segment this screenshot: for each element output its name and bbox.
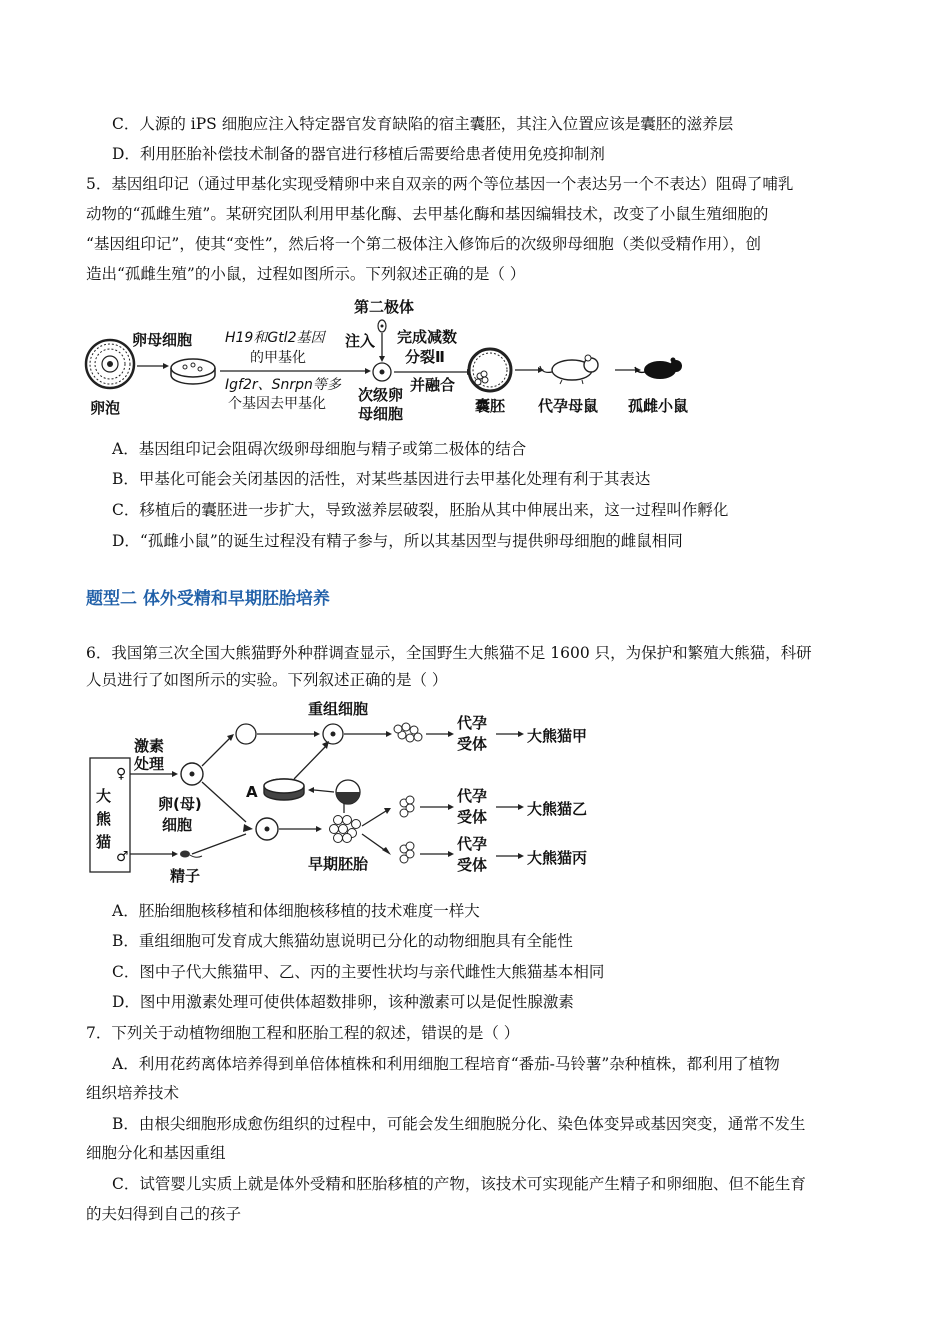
q7-option-b-line1: B．由根尖细胞形成愈伤组织的过程中，可能会发生细胞脱分化、染色体变异或基因突变，通常不发生 <box>112 1115 806 1133</box>
parthenogenetic-mouse-icon <box>635 358 682 380</box>
panda-char-1: 大 <box>96 787 112 805</box>
sperm-label: 精子 <box>170 867 201 885</box>
culture-dish-a-icon <box>264 779 304 800</box>
q6-figure <box>86 694 626 892</box>
blastocyst-label: 囊胚 <box>475 397 506 415</box>
q6-option-c: C．图中子代大熊猫甲、乙、丙的主要性状均与亲代雌性大熊猫基本相同 <box>112 963 605 981</box>
surrogate-mouse-label: 代孕母鼠 <box>538 397 599 415</box>
secondary-oocyte-label-1: 次级卵 <box>358 386 404 404</box>
male-symbol: ♂ <box>116 849 129 865</box>
parthenogenetic-mouse-label: 孤雌小鼠 <box>628 397 689 415</box>
recombinant-cell-icon <box>323 724 343 744</box>
panda-char-2: 熊 <box>96 810 112 828</box>
half-embryo-icon <box>336 780 360 804</box>
q5-option-c: C．移植后的囊胚进一步扩大，导致滋养层破裂，胚胎从其中伸展出来，这一过程叫作孵化 <box>112 501 729 519</box>
morula-icon-1 <box>394 723 422 742</box>
culture-dish-icon <box>171 359 215 384</box>
split-embryo-icon-2 <box>400 842 414 863</box>
enucleated-egg-icon <box>236 724 256 744</box>
q4-option-c: C．人源的 iPS 细胞应注入特定器官发育缺陷的宿主囊胚，其注入位置应该是囊胚的滋养层 <box>112 115 734 133</box>
secondary-oocyte-label-2: 母细胞 <box>358 405 404 423</box>
q6-option-b: B．重组细胞可发育成大熊猫幼崽说明已分化的动物细胞具有全能性 <box>112 932 573 950</box>
q5-option-a: A．基因组印记会阻碍次级卵母细胞与精子或第二极体的结合 <box>112 440 527 458</box>
panda-a-label: 大熊猫甲 <box>527 727 588 745</box>
panda-b-label: 大熊猫乙 <box>527 800 588 818</box>
panda-c-label: 大熊猫丙 <box>527 849 588 867</box>
oocyte-label: 卵母细胞 <box>132 331 193 349</box>
early-embryo-icon <box>330 816 361 843</box>
q7-option-c-line2: 的夫妇得到自己的孩子 <box>86 1205 242 1223</box>
surrogate-label-3a: 代孕 <box>457 835 488 853</box>
polar-body-label: 第二极体 <box>354 298 415 316</box>
a-label: A <box>246 783 258 801</box>
surrogate-label-1a: 代孕 <box>457 714 488 732</box>
secondary-oocyte-icon <box>373 363 391 381</box>
q7-stem: 7．下列关于动植物细胞工程和胚胎工程的叙述，错误的是（ ） <box>86 1024 520 1042</box>
polar-body-icon <box>378 320 386 332</box>
egg-label-2: 细胞 <box>162 816 193 834</box>
q6-stem-line2: 人员进行了如图所示的实验。下列叙述正确的是（ ） <box>86 671 448 689</box>
panda-char-3: 猫 <box>96 833 112 851</box>
meiosis-label-2: 分裂Ⅱ <box>405 348 445 366</box>
section-heading: 题型二 体外受精和早期胚胎培养 <box>86 589 330 609</box>
surrogate-label-3b: 受体 <box>457 856 488 874</box>
surrogate-label-1b: 受体 <box>457 735 488 753</box>
female-symbol: ♀ <box>116 766 127 782</box>
egg-cell-icon <box>181 763 203 785</box>
q5-option-d: D．“孤雌小鼠”的诞生过程没有精子参与，所以其基因型与提供卵母细胞的雌鼠相同 <box>112 532 683 550</box>
egg-label-1: 卵(母) <box>158 795 202 813</box>
early-embryo-label: 早期胚胎 <box>308 855 369 873</box>
recombinant-cell-label: 重组细胞 <box>308 700 369 718</box>
q5-stem-line4: 造出“孤雌生殖”的小鼠，过程如图所示。下列叙述正确的是（ ） <box>86 265 526 283</box>
q5-option-b: B．甲基化可能会关闭基因的活性，对某些基因进行去甲基化处理有利于其表达 <box>112 470 651 488</box>
inject-label: 注入 <box>345 332 376 350</box>
q5-stem-line2: 动物的“孤雌生殖”。某研究团队利用甲基化酶、去甲基化酶和基因编辑技术，改变了小鼠生殖细胞的 <box>86 205 769 223</box>
q6-option-a: A．胚胎细胞核移植和体细胞核移植的技术难度一样大 <box>112 902 480 920</box>
demethylation-label-1: Igf2r、Snrpn等多 <box>225 377 341 393</box>
q7-option-a-line1: A．利用花药离体培养得到单倍体植株和利用细胞工程培育“番茄-马铃薯”杂种植株，都利用了植物 <box>112 1055 780 1073</box>
demethylation-label-2: 个基因去甲基化 <box>228 396 326 412</box>
follicle-icon <box>86 340 134 388</box>
q7-option-b-line2: 细胞分化和基因重组 <box>86 1144 226 1162</box>
q7-option-c-line1: C．试管婴儿实质上就是体外受精和胚胎移植的产物，该技术可实现能产生精子和卵细胞、但不能生育 <box>112 1175 806 1193</box>
q7-option-a-line2: 组织培养技术 <box>86 1084 180 1102</box>
methylation-label-2: 的甲基化 <box>250 350 306 366</box>
meiosis-label-1: 完成减数 <box>397 328 458 346</box>
q5-figure <box>80 294 720 426</box>
fuse-label: 并融合 <box>410 376 456 394</box>
q6-stem-line1: 6．我国第三次全国大熊猫野外种群调查显示，全国野生大熊猫不足 1600 只，为保护和繁殖大熊猫，科研 <box>86 644 812 662</box>
q5-stem-line3: “基因组印记”，使其“变性”，然后将一个第二极体注入修饰后的次级卵母细胞（类似受精作用），创 <box>86 235 761 253</box>
surrogate-label-2b: 受体 <box>457 808 488 826</box>
blastocyst-icon <box>469 349 511 391</box>
zygote-icon <box>256 818 278 840</box>
surrogate-label-2a: 代孕 <box>457 787 488 805</box>
hormone-label-1: 激素 <box>134 737 165 755</box>
q6-option-d: D．图中用激素处理可使供体超数排卵，该种激素可以是促性腺激素 <box>112 993 574 1011</box>
hormone-label-2: 处理 <box>134 755 165 773</box>
q5-stem-line1: 5．基因组印记（通过甲基化实现受精卵中来自双亲的两个等位基因一个表达另一个不表达）阻碍了哺乳 <box>86 175 794 193</box>
methylation-label-1: H19和Gtl2基因 <box>225 330 325 346</box>
split-embryo-icon-1 <box>400 796 414 817</box>
follicle-label: 卵泡 <box>90 399 121 417</box>
surrogate-mouse-icon <box>540 355 598 384</box>
q4-option-d: D．利用胚胎补偿技术制备的器官进行移植后需要给患者使用免疫抑制剂 <box>112 145 605 163</box>
